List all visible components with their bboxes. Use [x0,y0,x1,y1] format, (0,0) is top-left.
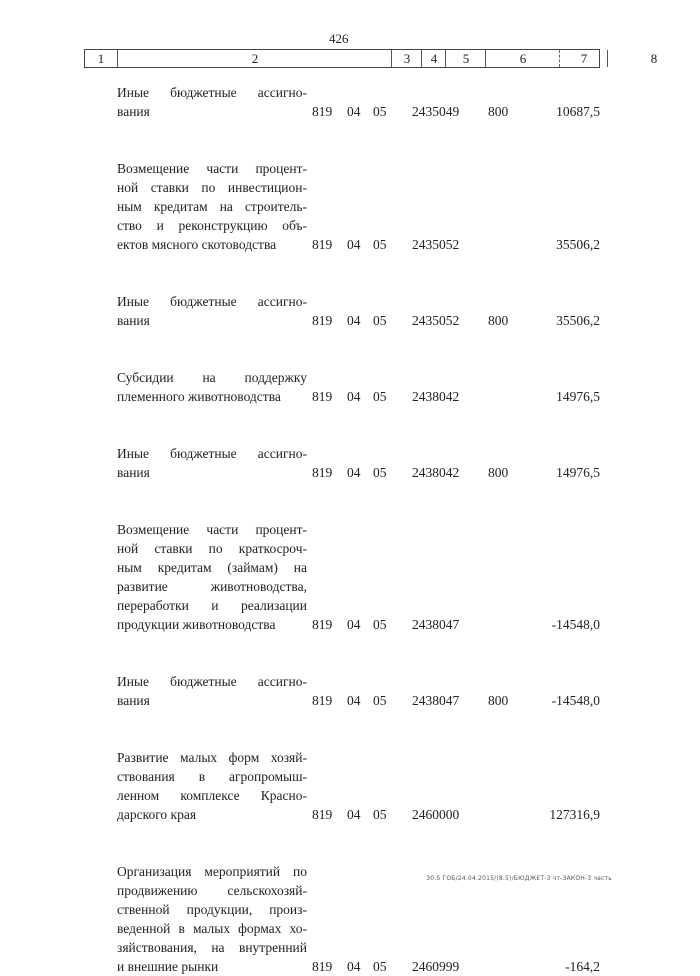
row-name-line: племенного животноводства [117,389,281,404]
cell-c4: 04 [347,807,361,822]
cell-c7: 800 [488,104,509,119]
cell-c6: 2435052 [412,313,460,328]
row-name-line: Возмещение части процент- [117,522,307,537]
row-name-line: ной ставки по инвестицион- [117,180,307,195]
row-name-line: дарского края [117,807,197,822]
cell-c4: 04 [347,693,361,708]
table-row [0,83,640,121]
cell-c6: 2460000 [412,807,460,822]
footer-code: 30.5 ГОБ/24.04.2015/(8.5)/БЮДЖЕТ-3 чт-ЗАКОН-3 часть [426,875,612,882]
cell-c4: 04 [347,389,361,404]
table-row [0,444,640,482]
cell-c7: 800 [488,465,509,480]
row-name-line: ным кредитам на строитель- [117,199,307,214]
row-name-line: ектов мясного скотоводства [117,237,277,252]
cell-c4: 04 [347,237,361,252]
cell-c6: 2435052 [412,237,460,252]
row-name [117,83,307,121]
cell-c6: 2438047 [412,693,460,708]
row-name-line: Иные бюджетные ассигно- [117,294,307,309]
header-col-4: 4 [421,50,446,67]
cell-c8: 14976,5 [556,389,600,404]
header-col-8: 8 [607,50,700,67]
cell-c7: 800 [488,693,509,708]
cell-c4: 04 [347,465,361,480]
cell-c6: 2460999 [412,959,460,974]
cell-c5: 05 [373,465,387,480]
cell-c8: 35506,2 [556,313,600,328]
row-name-line: ной ставки по краткосроч- [117,541,307,556]
cell-c8: -14548,0 [551,617,600,632]
header-col-2: 2 [117,50,392,67]
cell-c3: 819 [312,465,333,480]
row-name-line: ленном комплексе Красно- [117,788,307,803]
cell-c4: 04 [347,313,361,328]
row-name-line: ство и реконструкцию объ- [117,218,307,233]
table-row [0,748,640,824]
row-name-line: зяйствования, на внутренний [117,940,307,955]
row-name-line: Возмещение части процент- [117,161,307,176]
row-name [117,159,307,254]
cell-c8: -164,2 [565,959,600,974]
cell-c3: 819 [312,237,333,252]
cell-c8: -14548,0 [551,693,600,708]
row-name-line: Развитие малых форм хозяй- [117,750,307,765]
header-col-6: 6 [485,50,560,67]
cell-c6: 2438042 [412,465,460,480]
cell-c5: 05 [373,693,387,708]
row-name-line: Иные бюджетные ассигно- [117,85,307,100]
cell-c4: 04 [347,959,361,974]
cell-c5: 05 [373,104,387,119]
table-row [0,672,640,710]
row-name [117,748,307,824]
header-col-3: 3 [391,50,422,67]
row-name [117,520,307,634]
cell-c8: 35506,2 [556,237,600,252]
row-name-line: переработки и реализации [117,598,307,613]
row-name-line: развитие животноводства, [117,579,307,594]
header-col-7: 7 [559,50,608,67]
table-header [84,49,658,68]
table-row [0,520,640,634]
cell-c3: 819 [312,693,333,708]
cell-c5: 05 [373,389,387,404]
cell-c3: 819 [312,617,333,632]
row-name-line: ственной продукции, произ- [117,902,307,917]
cell-c3: 819 [312,959,333,974]
cell-c5: 05 [373,313,387,328]
row-name-line: веденной в малых формах хо- [117,921,307,936]
row-name-line: и внешние рынки [117,959,219,974]
cell-c6: 2438042 [412,389,460,404]
table-row [0,368,640,406]
header-col-1: 1 [97,51,105,66]
header-col-5: 5 [445,50,486,67]
cell-c8: 127316,9 [549,807,600,822]
cell-c4: 04 [347,104,361,119]
row-name-line: продукции животноводства [117,617,276,632]
cell-c3: 819 [312,807,333,822]
row-name-line: вания [117,465,150,480]
row-name-line: ствования в агропромыш- [117,769,307,784]
cell-c5: 05 [373,807,387,822]
row-name-line: ным кредитам (займам) на [117,560,307,575]
cell-c5: 05 [373,617,387,632]
row-name-line: вания [117,693,150,708]
table-row [0,159,640,254]
row-name [117,368,307,406]
row-name-line: Иные бюджетные ассигно- [117,446,307,461]
row-name [117,672,307,710]
row-name-line: Организация мероприятий по [117,864,307,879]
cell-c6: 2435049 [412,104,460,119]
row-name-line: вания [117,313,150,328]
cell-c3: 819 [312,389,333,404]
cell-c6: 2438047 [412,617,460,632]
row-name [117,444,307,482]
table-row [0,292,640,330]
cell-c7: 800 [488,313,509,328]
row-name [117,862,307,976]
row-name-line: продвижению сельскохозяй- [117,883,307,898]
row-name-line: вания [117,104,150,119]
row-name-line: Иные бюджетные ассигно- [117,674,307,689]
cell-c8: 10687,5 [556,104,600,119]
page-number: 426 [329,31,349,46]
cell-c3: 819 [312,104,333,119]
cell-c8: 14976,5 [556,465,600,480]
row-name [117,292,307,330]
row-name-line: Субсидии на поддержку [117,370,307,385]
cell-c5: 05 [373,237,387,252]
cell-c5: 05 [373,959,387,974]
cell-c4: 04 [347,617,361,632]
cell-c3: 819 [312,313,333,328]
